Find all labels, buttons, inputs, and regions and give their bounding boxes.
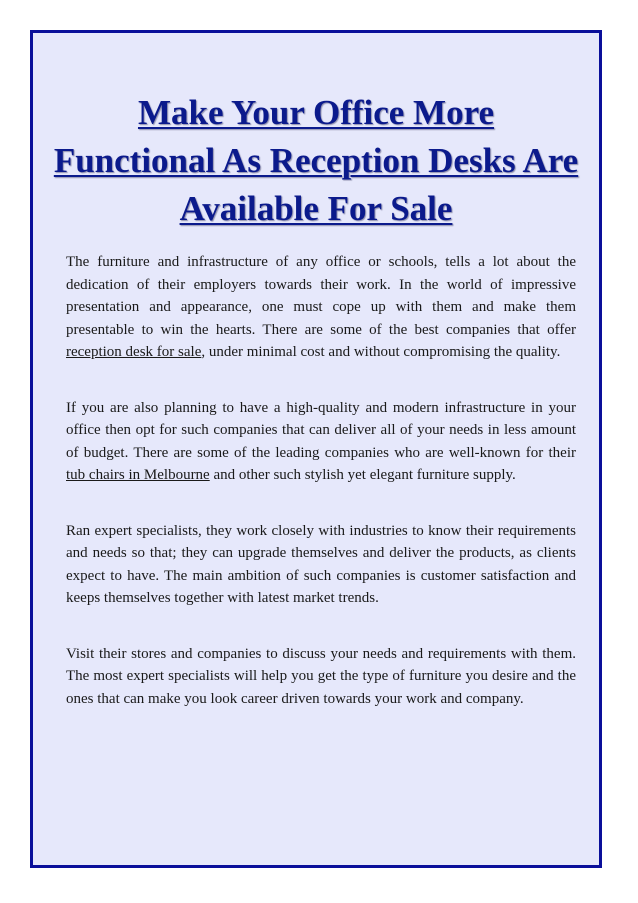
paragraph-3: Ran expert specialists, they work closely with industries to know their requirements and needs so that; they can upgrade themselves and deliver the products, as clients expect to have. The main ambition of such companies is customer satisfaction and keeps themselves together with latest market trends. — [66, 522, 576, 606]
paragraph-1-text-end: , under minimal cost and without compromising the quality. — [201, 344, 561, 360]
paragraph-1-text-start: The furniture and infrastructure of any office or schools, tells a lot about the dedication of their employers towards their work. In the world of impressive presentation and appearance, one must cope up with them and make them presentable to win the hearts. There are some of the best companies that offer — [66, 254, 576, 338]
paragraph-2-text-end: and other such stylish yet elegant furniture supply. — [209, 467, 516, 483]
page-title: Make Your Office More Functional As Reception Desks Are Available For Sale — [53, 93, 579, 228]
paragraph-4: Visit their stores and companies to discuss your needs and requirements with them. The most expert specialists will help you get the type of furniture you desire and the ones that can make you look career driven towards your work and company. — [66, 645, 576, 707]
paragraph-2 — [66, 397, 576, 487]
tub-chairs-link[interactable]: tub chairs in Melbourne — [66, 467, 210, 483]
paragraph-2-text-start: If you are also planning to have a high-quality and modern infrastructure in your office then opt for such companies that can deliver all of your needs in less amount of budget. There are some of the leading companies who are well-known for their — [66, 399, 576, 461]
reception-desk-link[interactable]: reception desk for sale — [66, 344, 202, 360]
paragraph-1 — [66, 251, 576, 364]
page-frame — [30, 30, 602, 868]
article-body — [66, 251, 576, 743]
